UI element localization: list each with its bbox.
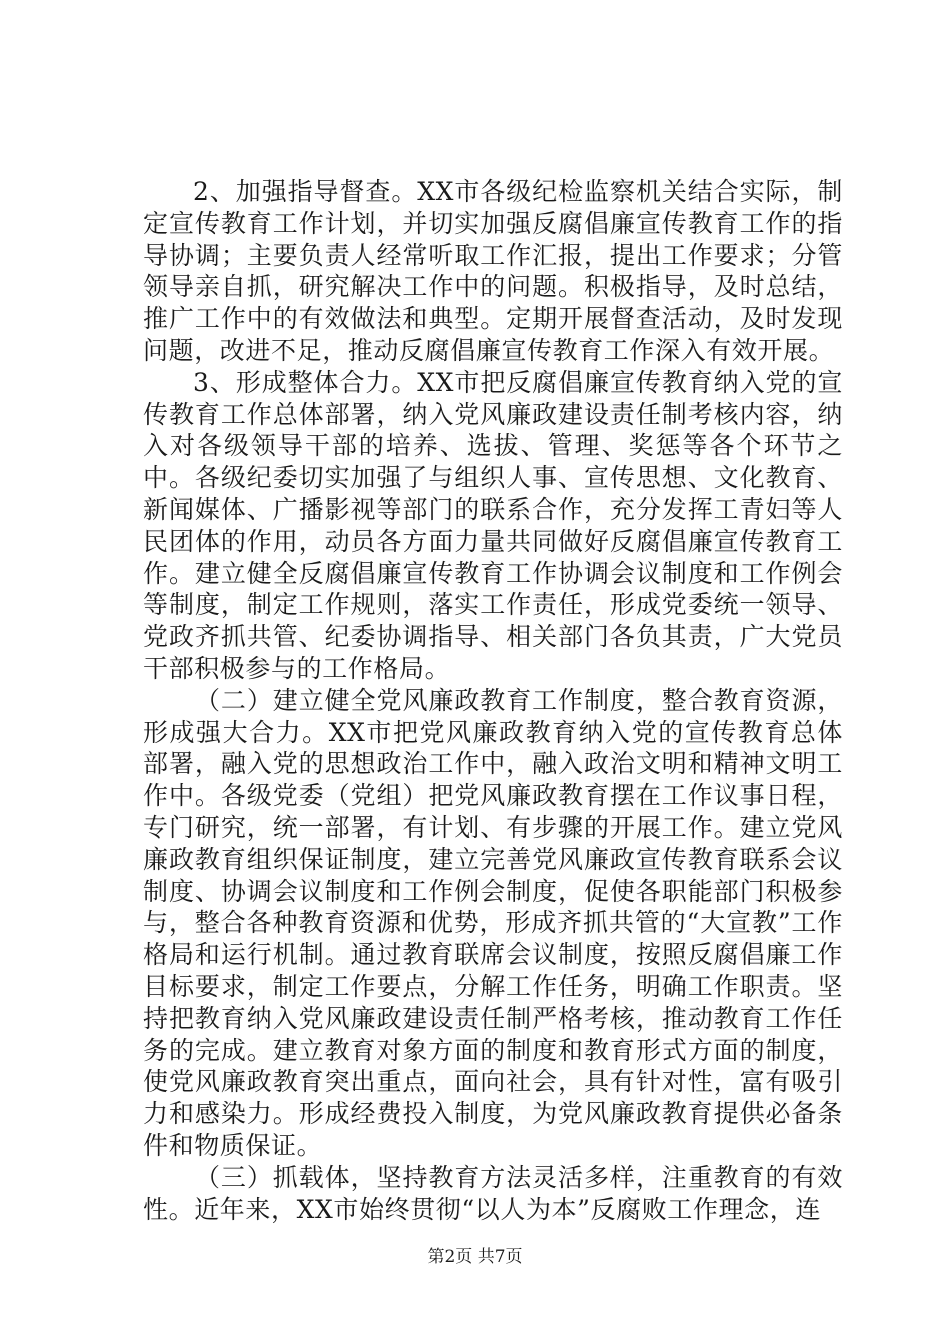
document-body bbox=[143, 176, 843, 1225]
paragraph-guidance-supervision: 2、加强指导督查。XX市各级纪检监察机关结合实际，制定宣传教育工作计划，并切实加强反腐倡廉宣传教育工作的指导协调；主要负责人经常听取工作汇报，提出工作要求；分管领导亲自抓，研究解决工作中的问题。积极指导，及时总结，推广工作中的有效做法和典型。定期开展督查活动，及时发现问题，改进不足，推动反腐倡廉宣传教育工作深入有效开展。 bbox=[143, 177, 843, 365]
paragraph-education-methods: （三）抓载体，坚持教育方法灵活多样，注重教育的有效性。近年来，XX市始终贯彻“以人为本”反腐败工作理念，连 bbox=[143, 1162, 843, 1224]
paragraph-overall-synergy: 3、形成整体合力。XX市把反腐倡廉宣传教育纳入党的宣传教育工作总体部署，纳入党风廉政建设责任制考核内容，纳入对各级领导干部的培养、选拔、管理、奖惩等各个环节之中。各级纪委切实加强了与组织人事、宣传思想、文化教育、新闻媒体、广播影视等部门的联系合作，充分发挥工青妇等人民团体的作用，动员各方面力量共同做好反腐倡廉宣传教育工作。建立健全反腐倡廉宣传教育工作协调会议制度和工作例会等制度，制定工作规则，落实工作责任，形成党委统一领导、党政齐抓共管、纪委协调指导、相关部门各负其责，广大党员干部积极参与的工作格局。 bbox=[143, 367, 843, 683]
paragraph-education-system: （二）建立健全党风廉政教育工作制度，整合教育资源，形成强大合力。XX市把党风廉政教育纳入党的宣传教育总体部署，融入党的思想政治工作中，融入政治文明和精神文明工作中。各级党委（党组）把党风廉政教育摆在工作议事日程，专门研究，统一部署，有计划、有步骤的开展工作。建立党风廉政教育组织保证制度，建立完善党风廉政宣传教育联系会议制度、协调会议制度和工作例会制度，促使各职能部门积极参与，整合各种教育资源和优势，形成齐抓共管的“大宣教”工作格局和运行机制。通过教育联席会议制度，按照反腐倡廉工作目标要求，制定工作要点，分解工作任务，明确工作职责。坚持把教育纳入党风廉政建设责任制严格考核，推动教育工作任务的完成。建立教育对象方面的制度和教育形式方面的制度，使党风廉政教育突出重点，面向社会，具有针对性，富有吸引力和感染力。形成经费投入制度，为党风廉政教育提供必备条件和物质保证。 bbox=[143, 685, 843, 1160]
page-number-footer: 第2页 共7页 bbox=[427, 1247, 523, 1267]
